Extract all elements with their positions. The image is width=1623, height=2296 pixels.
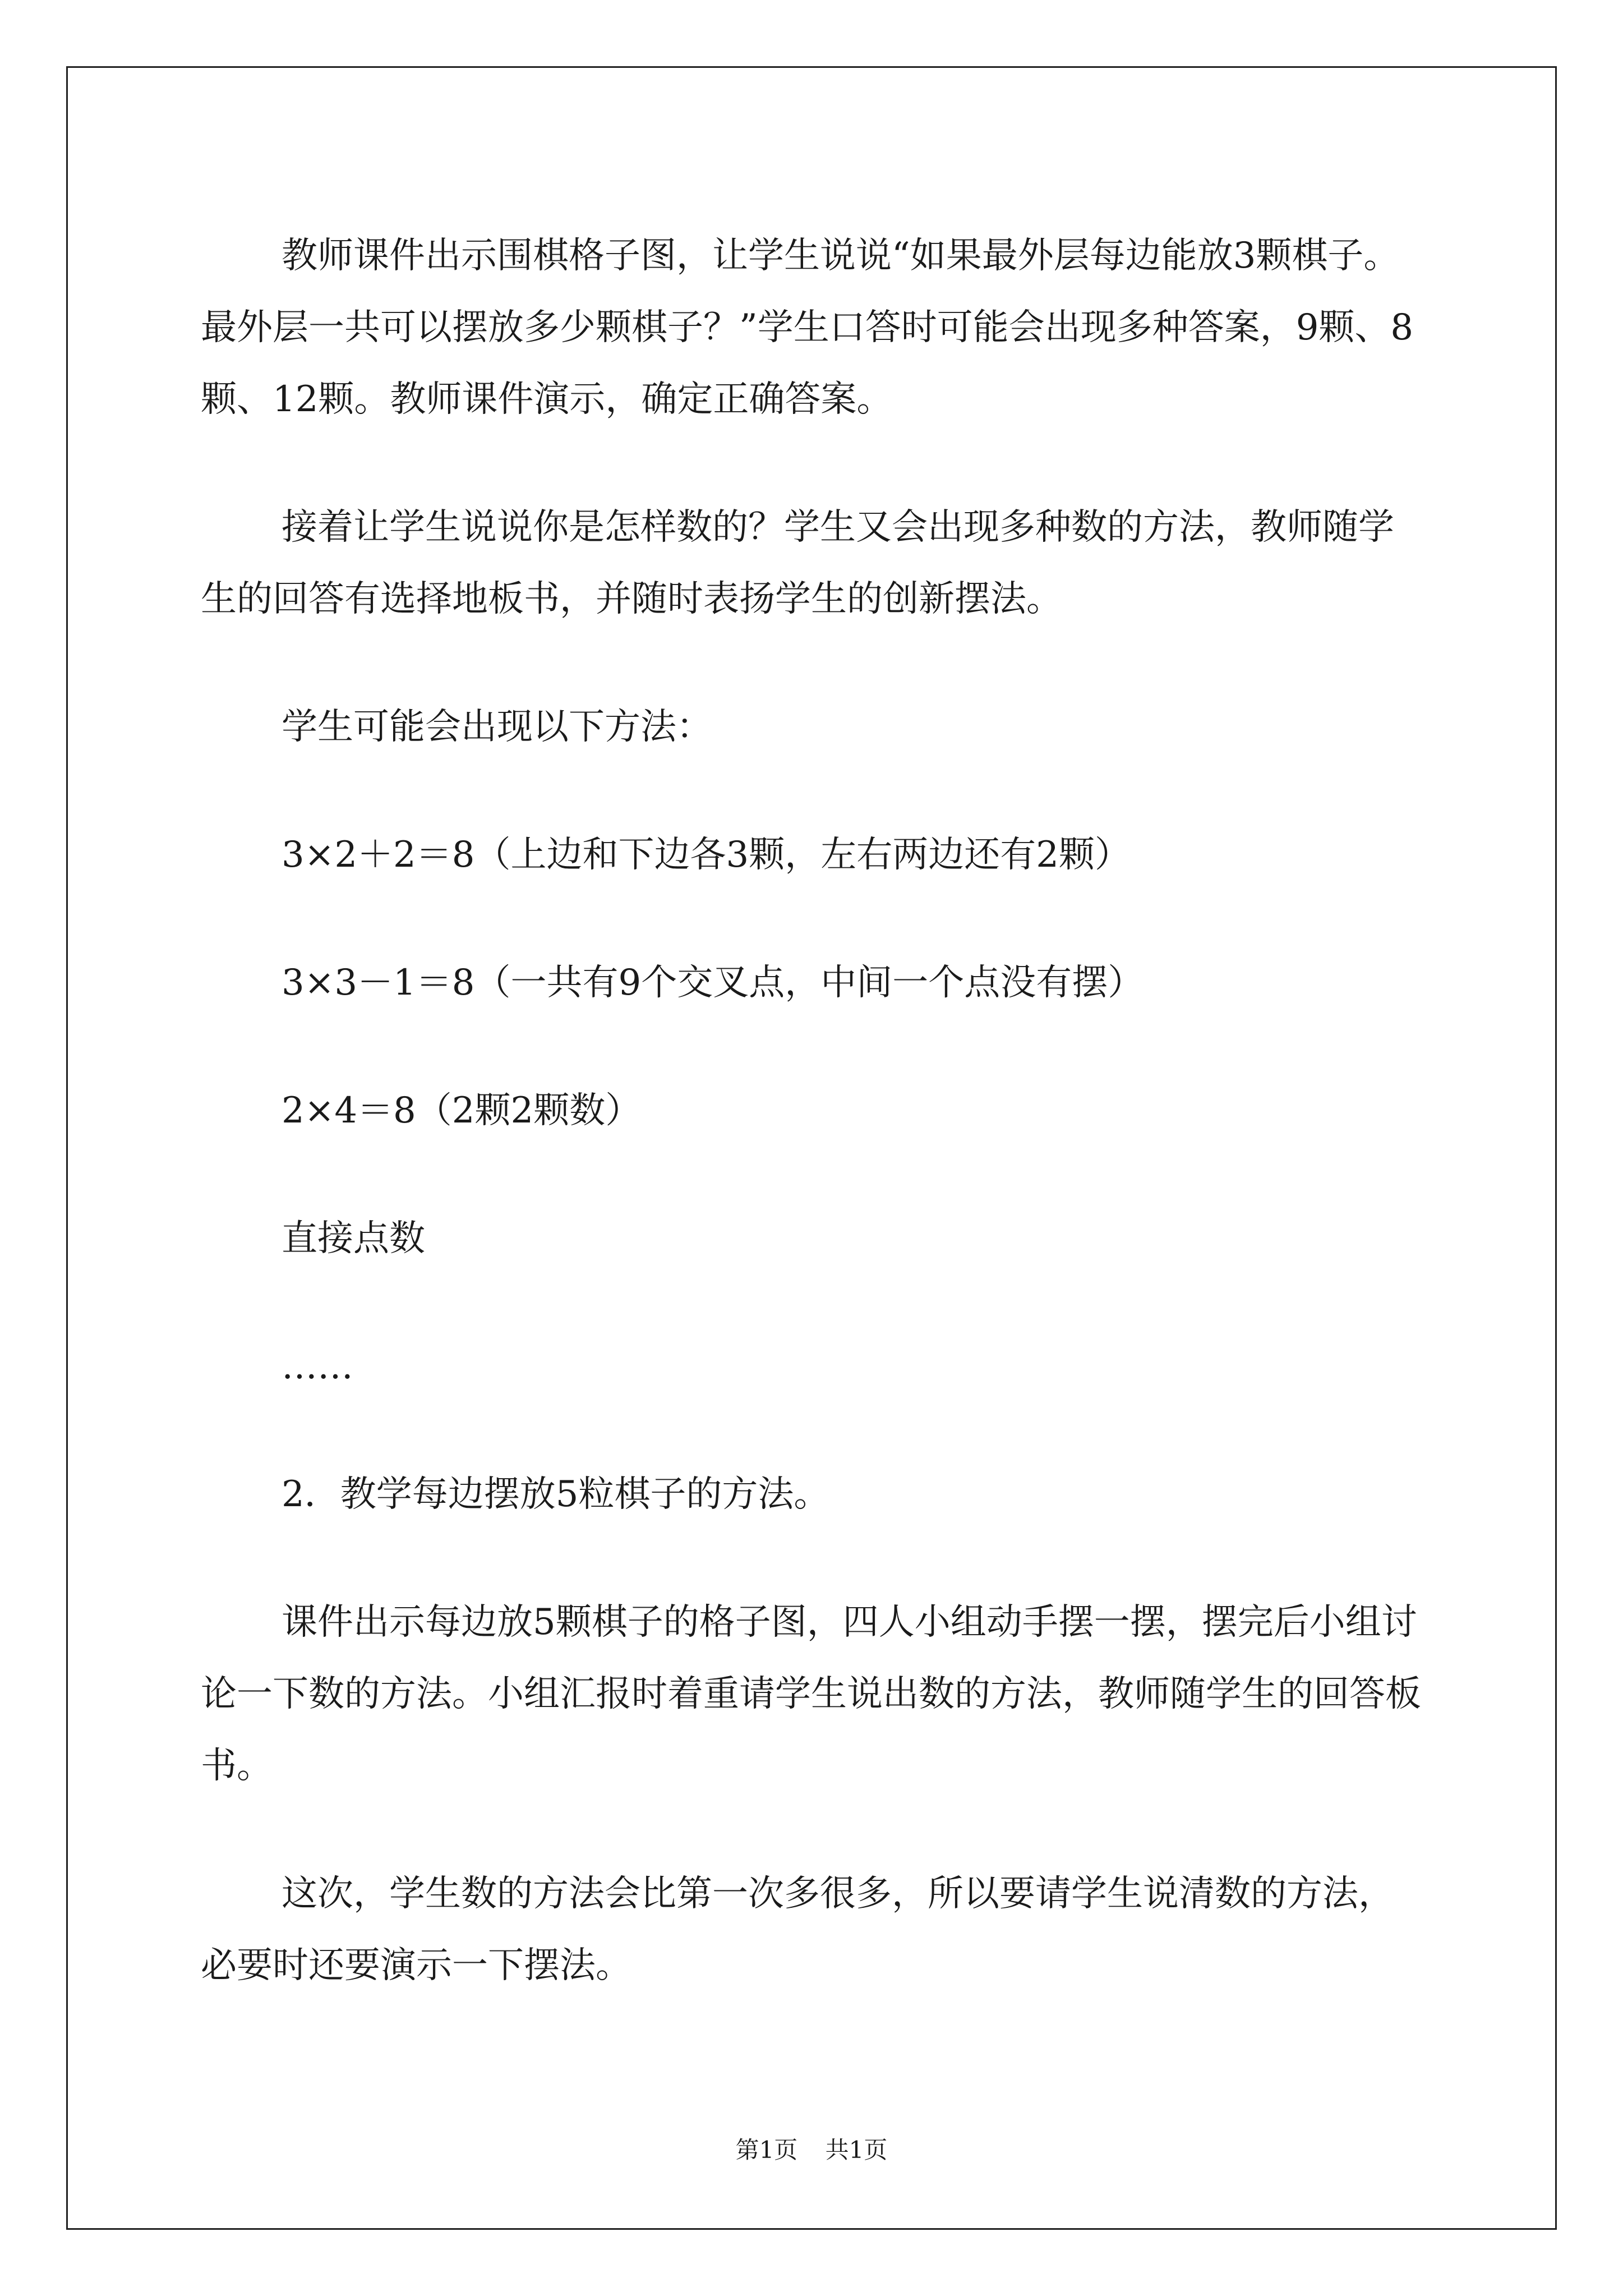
paragraph: 3×3－1＝8（一共有9个交叉点，中间一个点没有摆）	[282, 962, 1144, 1004]
paragraph: ……	[282, 1346, 353, 1387]
document-body	[201, 220, 1423, 2058]
paragraph: 教师课件出示围棋格子图，让学生说说“如果最外层每边能放3颗棋子。最外层一共可以摆放多少颗棋子？”学生口答时可能会出现多种答案，9颗、8颗、12颗。教师课件演示，确定正确答案。	[201, 235, 1414, 420]
paragraph: 直接点数	[282, 1218, 425, 1259]
paragraph: 这次，学生数的方法会比第一次多很多，所以要请学生说清数的方法，必要时还要演示一下摆法。	[201, 1873, 1394, 1986]
paragraph: 学生可能会出现以下方法：	[282, 706, 712, 748]
page-total: 共1页	[825, 2136, 888, 2164]
paragraph: 2．教学每边摆放5粒棋子的方法。	[282, 1474, 830, 1515]
page-footer	[0, 2132, 1623, 2165]
paragraph: 3×2＋2＝8（上边和下边各3颗，左右两边还有2颗）	[282, 834, 1131, 876]
paragraph: 2×4＝8（2颗2颗数）	[282, 1090, 642, 1131]
page-number: 第1页	[735, 2136, 798, 2164]
paragraph: 课件出示每边放5颗棋子的格子图，四人小组动手摆一摆，摆完后小组讨论一下数的方法。小组汇报时着重请学生说出数的方法，教师随学生的回答板书。	[201, 1602, 1421, 1787]
paragraph: 接着让学生说说你是怎样数的？学生又会出现多种数的方法，教师随学生的回答有选择地板书，并随时表扬学生的创新摆法。	[201, 507, 1394, 620]
